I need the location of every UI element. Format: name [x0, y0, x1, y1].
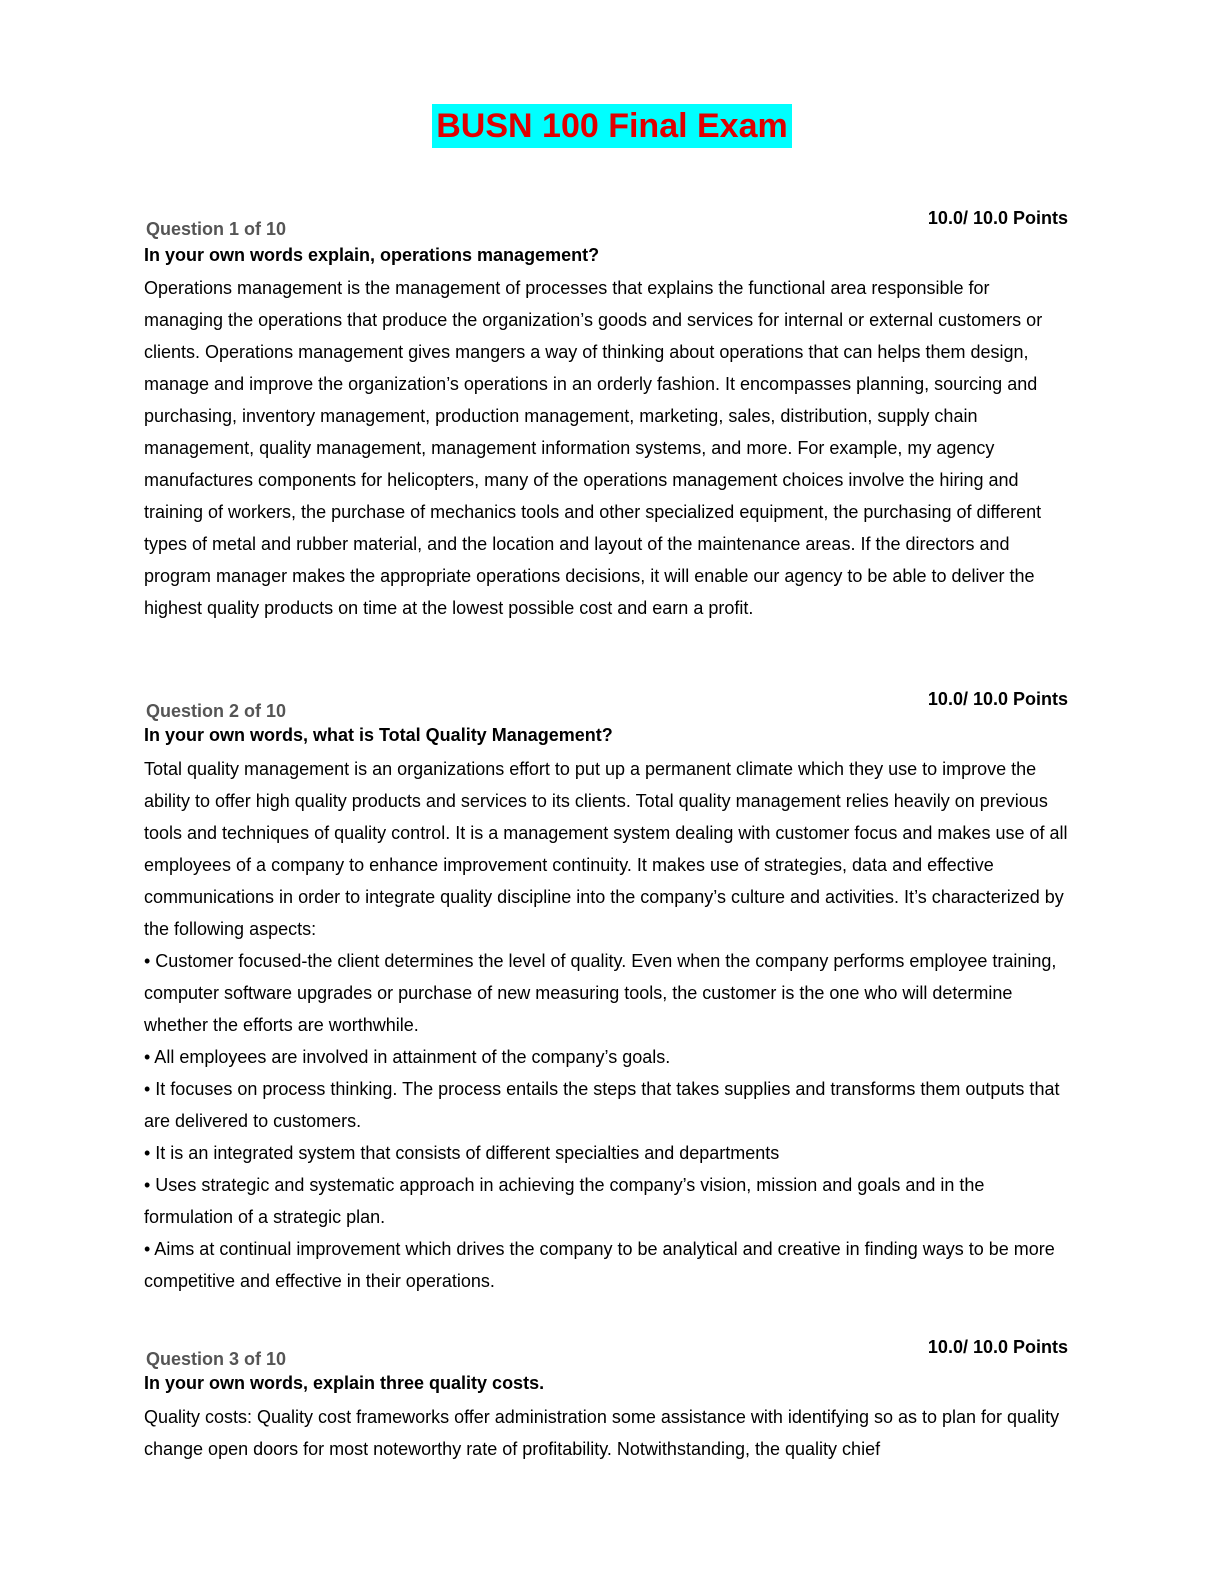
- question-number: Question 2 of 10: [146, 701, 287, 721]
- question-prompt: In your own words, explain three quality costs.: [144, 1373, 545, 1393]
- question-points: 10.0/ 10.0 Points: [927, 208, 1068, 228]
- question-number: Question 1 of 10: [146, 219, 287, 239]
- answer-bullet: • Customer focused-the client determines the level of quality. Even when the company performs employee training, computer software upgrades or purchase of new measuring tools, the customer is the one who will determine whether the efforts are worthwhile.: [144, 951, 1057, 1035]
- answer-bullet: • Aims at continual improvement which drives the company to be analytical and creative in finding ways to be more competitive and effective in their operations.: [144, 1239, 1055, 1291]
- answer-paragraph: Quality costs: Quality cost frameworks offer administration some assistance with identifying so as to plan for quality change open doors for most noteworthy rate of profitability. Notwithstanding, the quality chief: [144, 1407, 1060, 1459]
- answer-paragraph: Total quality management is an organizations effort to put up a permanent climate which they use to improve the ability to offer high quality products and services to its clients. Total quality management relies heavily on previous tools and techniques of quality control. It is a management system dealing with customer focus and makes use of all employees of a company to enhance improvement continuity. It makes use of strategies, data and effective communications in order to integrate quality discipline into the company’s culture and activities. It’s characterized by the following aspects:: [144, 759, 1068, 939]
- answer-body: [144, 1401, 1068, 1465]
- answer-paragraph: Operations management is the management of processes that explains the functional area responsible for managing the operations that produce the organization’s goods and services for internal or external customers or clients. Operations management gives mangers a way of thinking about operations that can helps them design, manage and improve the organization’s operations in an orderly fashion. It encompasses planning, sourcing and purchasing, inventory management, production management, marketing, sales, distribution, supply chain management, quality management, management information systems, and more. For example, my agency manufactures components for helicopters, many of the operations management choices involve the hiring and training of workers, the purchase of mechanics tools and other specialized equipment, the purchasing of different types of metal and rubber material, and the location and layout of the maintenance areas. If the directors and program manager makes the appropriate operations decisions, it will enable our agency to be able to deliver the highest quality products on time at the lowest possible cost and earn a profit.: [144, 278, 1043, 618]
- question-points: 10.0/ 10.0 Points: [927, 689, 1068, 709]
- answer-bullet: • It focuses on process thinking. The process entails the steps that takes supplies and transforms them outputs that are delivered to customers.: [144, 1079, 1060, 1131]
- answer-bullet: • All employees are involved in attainment of the company’s goals.: [144, 1047, 671, 1067]
- question-prompt: In your own words explain, operations management?: [144, 245, 600, 265]
- document-title: BUSN 100 Final Exam: [432, 104, 791, 148]
- answer-bullet: • It is an integrated system that consists of different specialties and departments: [144, 1143, 780, 1163]
- title-wrap: [0, 104, 1224, 148]
- answer-bullet: • Uses strategic and systematic approach in achieving the company’s vision, mission and goals and in the formulation of a strategic plan.: [144, 1175, 985, 1227]
- question-prompt: In your own words, what is Total Quality Management?: [144, 725, 613, 745]
- question-points: 10.0/ 10.0 Points: [927, 1337, 1068, 1357]
- answer-body: [144, 753, 1068, 1297]
- question-number: Question 3 of 10: [146, 1349, 287, 1369]
- answer-body: [144, 272, 1068, 624]
